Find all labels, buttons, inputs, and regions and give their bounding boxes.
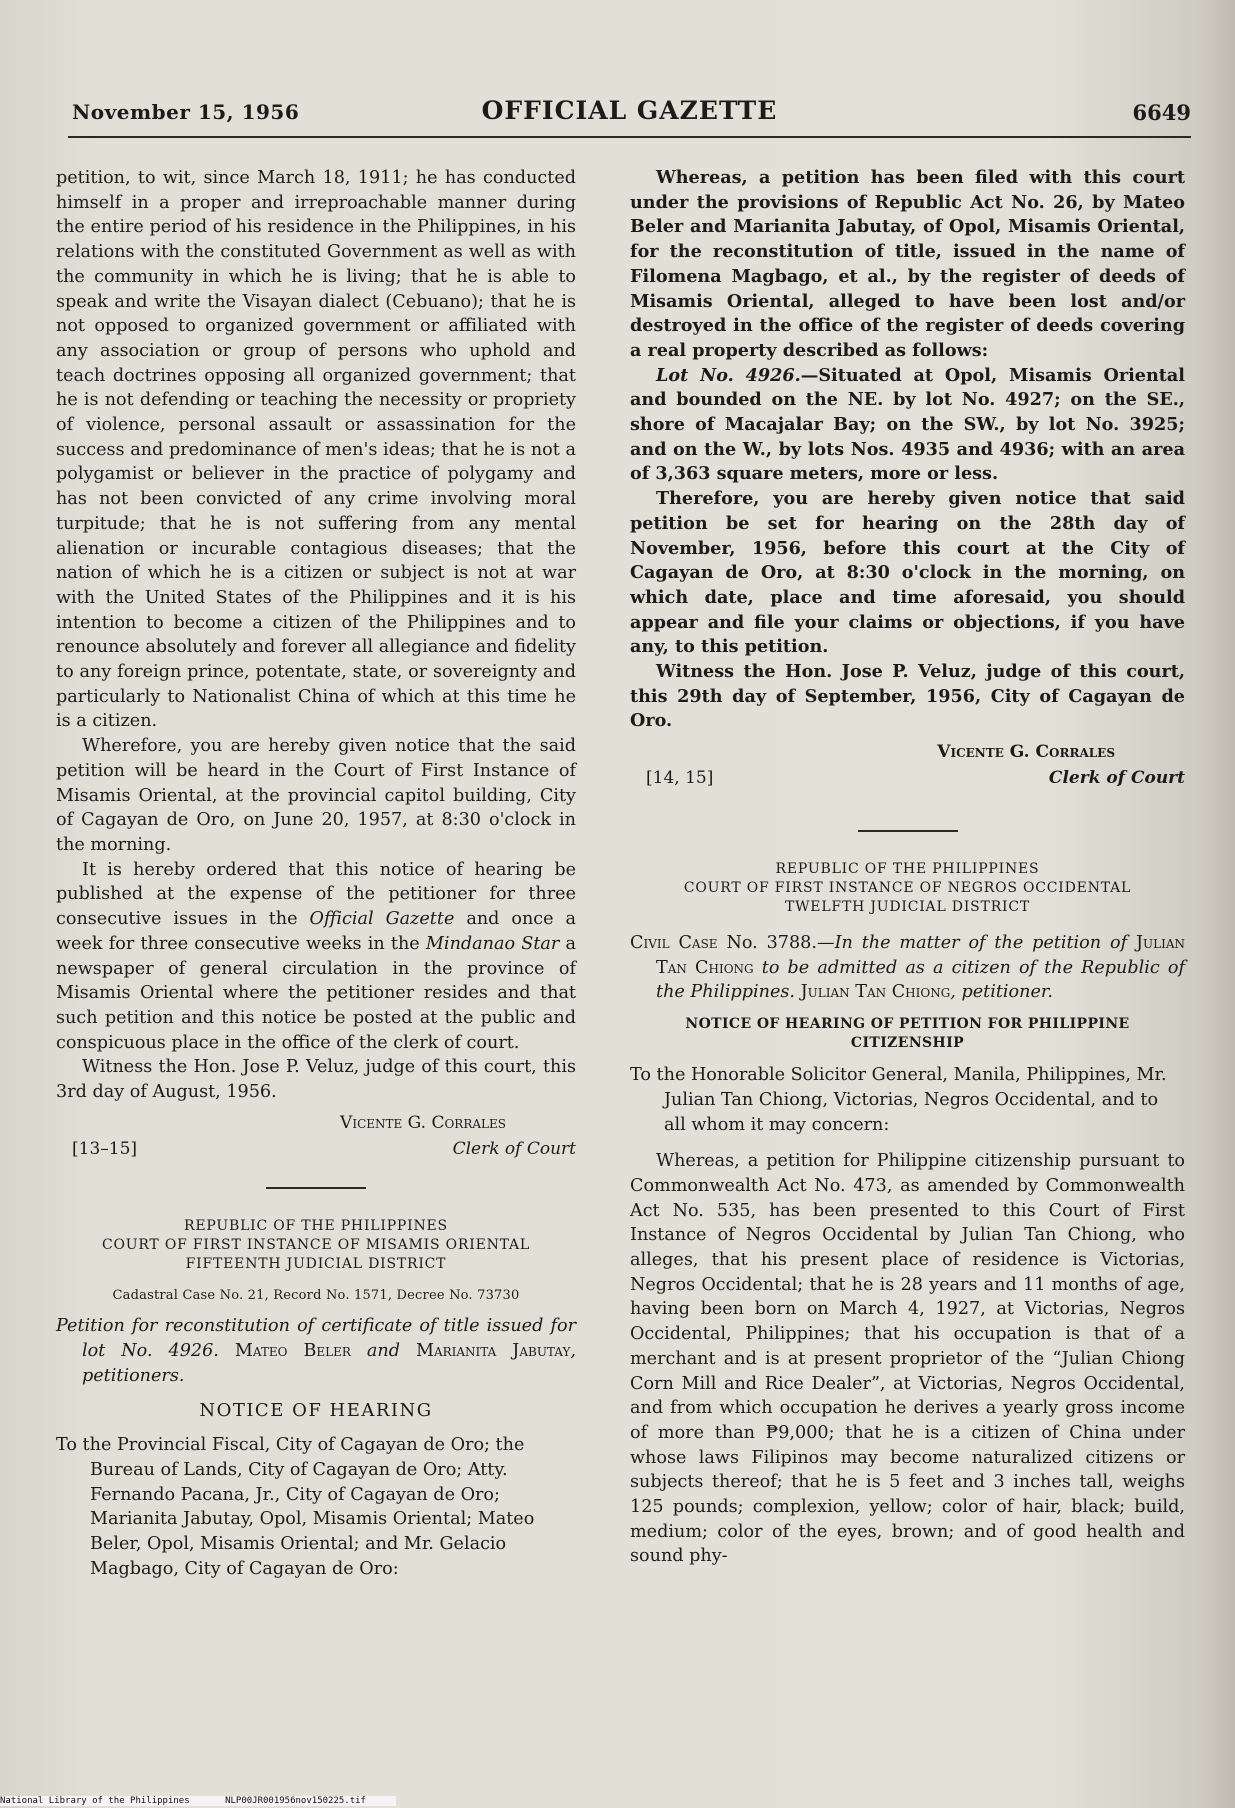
left-p3-text-a: It is hereby ordered that this notice of hearing be published at the expense of the petitioner for three consecutive issues in the [56, 859, 576, 930]
footer-library: National Library of the Philippines [0, 1796, 190, 1806]
left-court-line-3: FIFTEENTH JUDICIAL DISTRICT [185, 1255, 447, 1272]
right-signature-title: Clerk of Court [1048, 768, 1185, 789]
header-date: November 15, 1956 [72, 100, 300, 124]
left-notice-title: NOTICE OF HEARING [199, 1399, 433, 1421]
footer-filename: NLP00JR001956nov150225.tif [225, 1796, 366, 1806]
right-case-petitioner-2: Julian Tan Chiong [800, 982, 951, 1003]
right-signature-block [630, 740, 1185, 794]
left-case-petitioner-2: Marianita Jabutay [415, 1341, 571, 1362]
left-column [56, 166, 576, 1581]
left-signature-title: Clerk of Court [452, 1138, 576, 1159]
left-divider [266, 1187, 366, 1189]
right-case-text-a: —In the matter of the petition of [816, 933, 1136, 953]
left-paragraph-4: Witness the Hon. Jose P. Veluz, judge of this court, this 3rd day of August, 1956. [56, 1057, 576, 1103]
left-p3-text-e: a newspaper of general circulation in the province of Misamis Oriental where the petitioner resides and that such petition and this notice be posted at the public and conspicuous place in the office of the clerk of court. [56, 933, 576, 1053]
left-issue-reference: [13–15] [72, 1138, 138, 1159]
right-case-number: No. 3788. [717, 933, 817, 953]
right-notice-title: NOTICE OF HEARING OF PETITION FOR PHILIPPINE CITIZENSHIP [685, 1016, 1130, 1052]
left-p3-newspaper: Mindanao Star [425, 933, 560, 954]
scan-footer [0, 1796, 396, 1806]
right-addressees: To the Honorable Solicitor General, Manila, Philippines, Mr. Julian Tan Chiong, Victorias, Negros Occidental, and to all whom it may concern: [630, 1065, 1167, 1135]
left-case-number: Cadastral Case No. 21, Record No. 1571, Decree No. 73730 [112, 1287, 520, 1303]
right-case-text-e: , petitioner. [950, 982, 1053, 1003]
left-court-line-2: COURT OF FIRST INSTANCE OF MISAMIS ORIENTAL [101, 1236, 531, 1253]
left-case-petitioner-1: Mateo Beler [234, 1341, 351, 1362]
left-paragraph-1: petition, to wit, since March 18, 1911; he has conducted himself in a proper and irreproachable manner during the entire period of his residence in the Philippines, in his relations with the constituted Government as well as with the community in which he is living; that he is able to speak and write the Visayan dialect (Cebuano); that he is not opposed to organized government or affiliated with any association or group of persons who uphold and teach doctrines opposing all organized government; that he is not defending or teaching the necessity or propriety of violence, personal assault or assassination for the success and predominance of men's ideas; that he is not a polygamist or believer in the practice of polygamy and has not been convicted of any crime involving moral turpitude; that he is not suffering from any mental alienation or incurable contagious diseases; that the nation of which he is a citizen or subject is not at war with the United States of the Philippines and it is his intention to become a citizen of the Philippines and to renounce absolutely and forever all allegiance and fidelity to any foreign prince, potentate, state, or sovereignty and particularly to Nationalist China of which at this time he is a citizen. [56, 168, 576, 732]
right-issue-reference: [14, 15] [646, 768, 714, 789]
left-court-heading [56, 1217, 576, 1274]
right-lot-text: —Situated at Opol, Misamis Oriental and bounded on the NE. by lot No. 4927; on the SE., shore of Macajalar Bay; on the SW., by lot No. 3925; and on the W., by lots Nos. 4935 and 4936; with an area of 3,363 square meters, more or less. [630, 364, 1185, 485]
right-court-line-3: TWELFTH JUDICIAL DISTRICT [784, 899, 1031, 915]
right-paragraph-1: Whereas, a petition has been filed with this court under the provisions of Republic Act No. 26, by Mateo Beler and Marianita Jabutay, of Opol, Misamis Oriental, for the reconstitution of title, issued in the name of Filomena Magbago, et al., by the register of deeds of Misamis Oriental, alleged to have been lost and/or destroyed in the office of the register of deeds covering a real property described as follows: [630, 167, 1185, 361]
left-signature-block [56, 1111, 576, 1165]
left-case-text-a: Petition for reconstitution of certificate of title issued for lot No. 4926. [56, 1316, 576, 1362]
left-case-caption [56, 1314, 576, 1388]
right-paragraph-3: Witness the Hon. Jose P. Veluz, judge of this court, this 29th day of September, 1956, City of Cagayan de Oro. [630, 661, 1185, 732]
right-paragraph-4: Whereas, a petition for Philippine citizenship pursuant to Commonwealth Act No. 473, as amended by Commonwealth Act No. 535, has been presented to this Court of First Instance of Negros Occidental by Julian Tan Chiong, who alleges, that his present place of residence is Victorias, Negros Occidental; that he is 28 years and 11 months of age, having been born on March 4, 1927, at Victorias, Negros Occidental, Philippines; that his occupation is that of a merchant and is at present proprietor of the “Julian Chiong Corn Mill and Rice Dealer”, at Victorias, Negros Occidental, and from which occupation he derives a yearly gross income of more than ₱9,000; that he is a citizen of China under whose laws Filipinos may become naturalized citizens or subjects thereof; that he is 5 feet and 3 inches tall, weighs 125 pounds; complexion, yellow; color of hair, black; build, medium; color of the eyes, brown; and of good health and sound phy- [630, 1151, 1185, 1567]
right-divider [858, 830, 958, 832]
left-signature-name: Vicente G. Corrales [340, 1112, 506, 1133]
left-case-text-c: and [350, 1341, 416, 1362]
left-court-line-1: REPUBLIC OF THE PHILIPPINES [184, 1217, 448, 1234]
right-court-heading [630, 860, 1185, 917]
right-lot-label: Lot No. 4926. [656, 364, 801, 386]
left-case-text-e: , petitioners. [82, 1341, 576, 1386]
right-paragraph-2: Therefore, you are hereby given notice that said petition be set for hearing on the 28th day of November, 1956, before this court at the City of Cagayan de Oro, at 8:30 o'clock in the morning, on which date, place and time aforesaid, you should appear and file your claims or objections, if you have any, to this petition. [630, 488, 1185, 658]
right-column-lower [630, 830, 1185, 1569]
right-signature-name: Vicente G. Corrales [937, 742, 1115, 763]
page-header [68, 96, 1191, 138]
right-case-text-c: to be admitted as a citizen of the Republic of the Philippines. [656, 957, 1185, 1003]
left-paragraph-2: Wherefore, you are hereby given notice that the said petition will be heard in the Court of First Instance of Misamis Oriental, at the provincial capitol building, City of Cagayan de Oro, on June 20, 1957, at 8:30 o'clock in the morning. [56, 736, 576, 855]
left-addressees: To the Provincial Fiscal, City of Cagayan de Oro; the Bureau of Lands, City of Cagayan de Oro; Atty. Fernando Pacana, Jr., City of Cagayan de Oro; Marianita Jabutay, Opol, Misamis Oriental; Mateo Beler, Opol, Misamis Oriental; and Mr. Gelacio Magbago, City of Cagayan de Oro: [56, 1435, 535, 1579]
right-court-line-1: REPUBLIC OF THE PHILIPPINES [775, 861, 1040, 877]
left-p3-gazette: Official Gazette [309, 909, 455, 930]
left-paragraph-3 [56, 858, 576, 1056]
right-case-caption [630, 931, 1185, 1005]
header-page-number: 6649 [1132, 100, 1191, 125]
right-court-line-2: COURT OF FIRST INSTANCE OF NEGROS OCCIDENTAL [683, 880, 1132, 896]
right-lot-description [630, 364, 1185, 488]
right-column [630, 166, 1185, 794]
left-p3-text-c: and once a week for three consecutive weeks in the [56, 909, 577, 954]
header-title: OFFICIAL GAZETTE [481, 96, 778, 125]
right-case-label: Civil Case [630, 933, 718, 953]
right-case-petitioner-1: Julian Tan Chiong [656, 933, 1186, 978]
